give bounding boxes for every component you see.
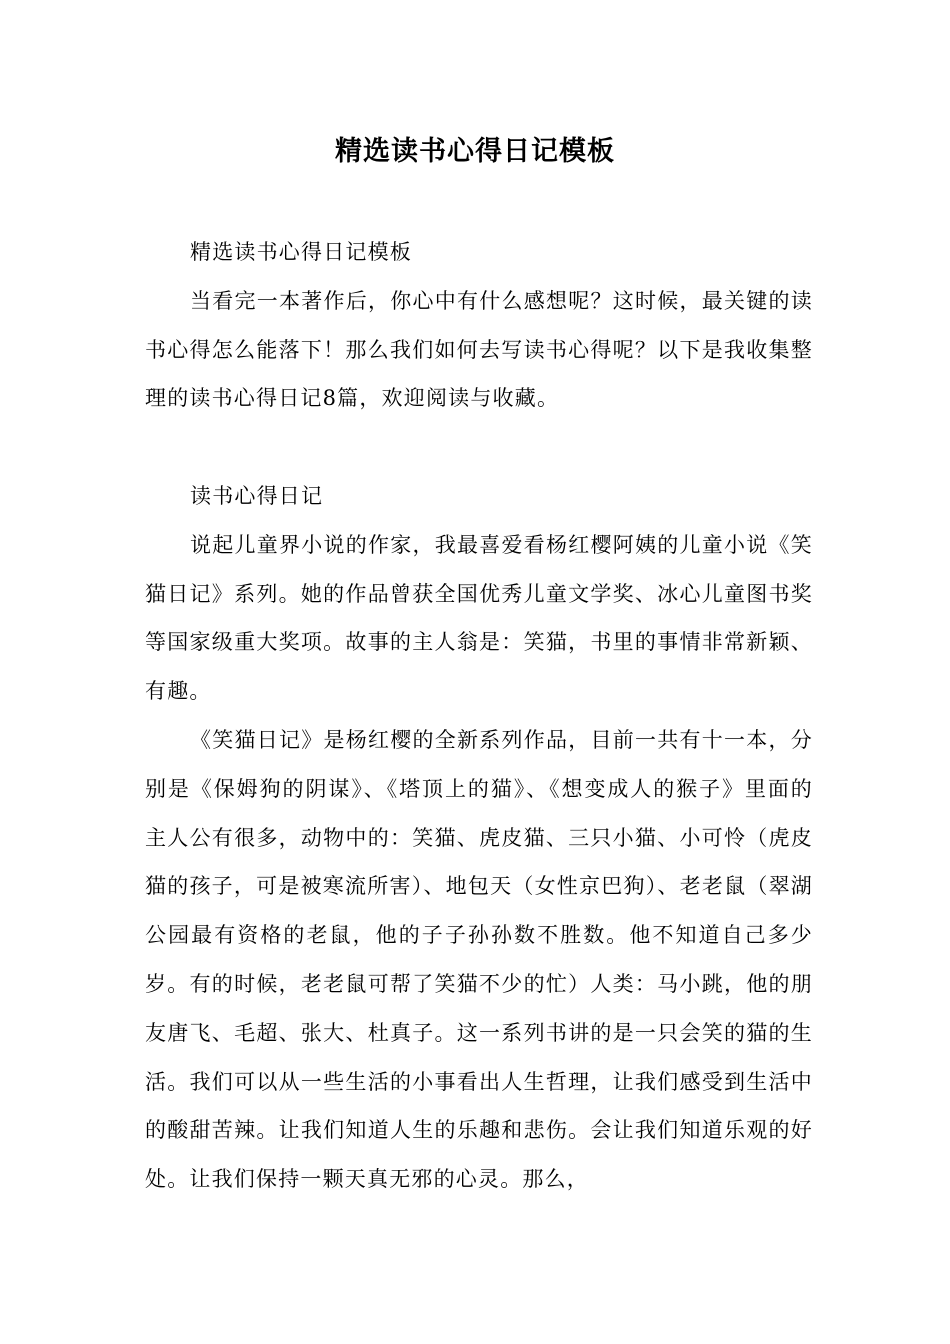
intro-paragraph: 当看完一本著作后，你心中有什么感想呢？这时候，最关键的读书心得怎么能落下！那么我们如何去写读书心得呢？以下是我收集整理的读书心得日记8篇，欢迎阅读与收藏。 [145,288,813,411]
document-subtitle: 精选读书心得日记模板 [190,240,412,264]
body-paragraph-2: 《笑猫日记》是杨红樱的全新系列作品，目前一共有十一本，分别是《保姆狗的阴谋》、《塔顶上的猫》、《想变成人的猴子》里面的主人公有很多，动物中的：笑猫、虎皮猫、三只小猫、小可怜（虎皮猫的孩子，可是被寒流所害）、地包天（女性京巴狗）、老老鼠（翠湖公园最有资格的老鼠，他的子子孙孙数不胜数。他不知道自己多少岁。有的时候，老老鼠可帮了笑猫不少的忙）人类：马小跳，他的朋友唐飞、毛超、张大、杜真子。这一系列书讲的是一只会笑的猫的生活。我们可以从一些生活的小事看出人生哲理，让我们感受到生活中的酸甜苦辣。让我们知道人生的乐趣和悲伤。会让我们知道乐观的好处。让我们保持一颗天真无邪的心灵。那么， [145,727,813,1192]
document-body [145,228,813,1204]
document-title: 精选读书心得日记模板 [335,136,615,167]
paragraph-spacer [145,423,813,472]
section-heading: 读书心得日记 [190,483,324,508]
body-paragraph-1: 说起儿童界小说的作家，我最喜爱看杨红樱阿姨的儿童小说《笑猫日记》系列。她的作品曾获全国优秀儿童文学奖、冰心儿童图书奖等国家级重大奖项。故事的主人翁是：笑猫，书里的事情非常新颖、有趣。 [145,532,813,704]
